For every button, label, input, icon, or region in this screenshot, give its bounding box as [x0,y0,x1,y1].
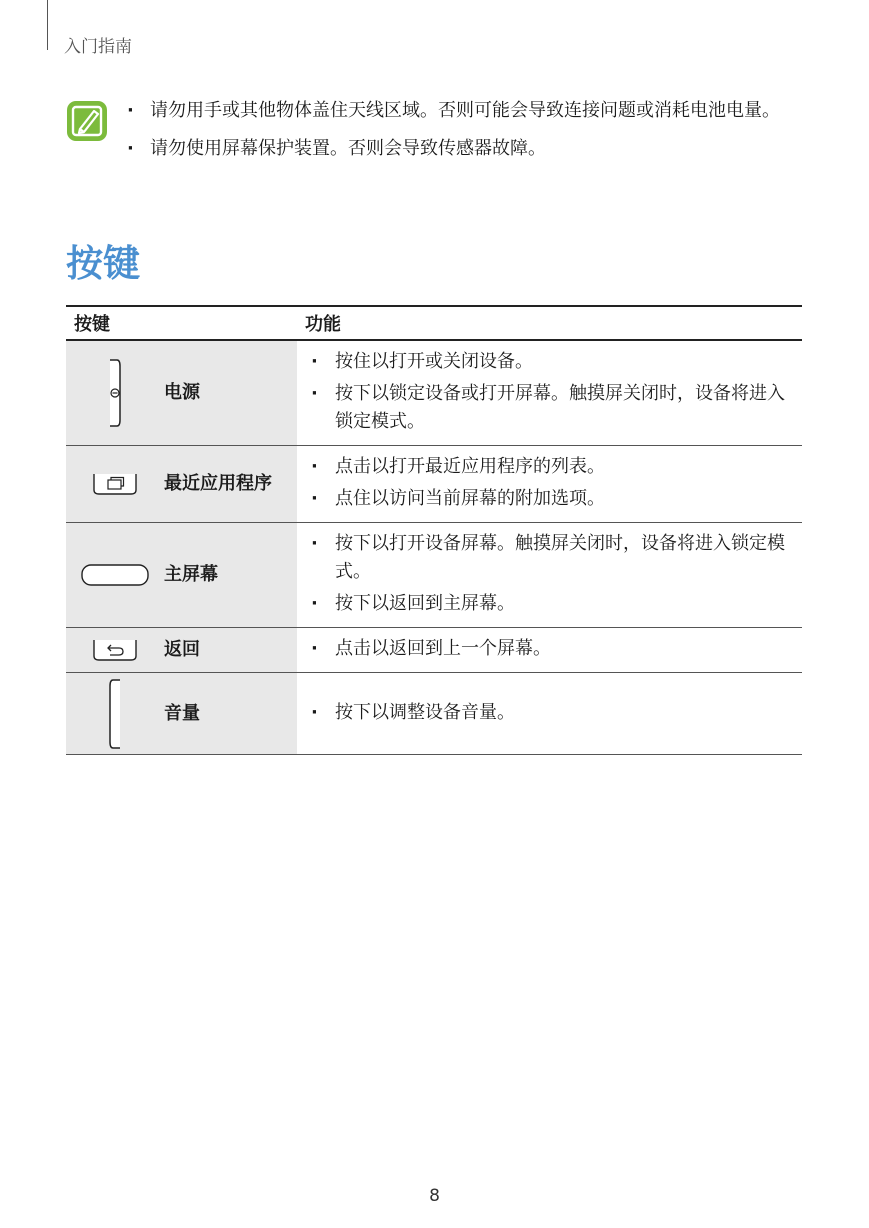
key-label: 最近应用程序 [164,473,272,494]
key-cell [66,340,297,446]
function-cell [297,523,802,628]
key-label: 主屏幕 [164,564,218,585]
power-key-icon [107,358,123,428]
header-rule [47,0,48,50]
function-cell [297,446,802,523]
home-key-icon [80,563,150,587]
table-header-row [66,306,802,340]
key-cell [66,628,297,673]
header-section-title: 入门指南 [64,37,132,57]
function-item: · 按下以调整设备音量。 [311,699,802,727]
keys-table [66,305,802,755]
table-row [66,340,802,446]
table-row [66,446,802,523]
key-cell [66,523,297,628]
key-label: 音量 [164,702,200,724]
function-item: · 按住以打开或关闭设备。 [311,348,802,376]
function-item: · 按下以返回到主屏幕。 [311,590,802,618]
volume-key-icon [107,678,123,750]
note-pencil-icon [66,100,108,142]
function-cell [297,628,802,673]
function-cell [297,340,802,446]
note-list [127,99,787,175]
function-item: · 点击以返回到上一个屏幕。 [311,635,802,663]
key-label: 返回 [164,639,200,660]
table-row [66,523,802,628]
function-item: · 点住以访问当前屏幕的附加选项。 [311,485,802,513]
section-title: 按键 [66,242,140,285]
recent-apps-key-icon [92,472,138,496]
function-item: · 按下以锁定设备或打开屏幕。触摸屏关闭时，设备将进入锁定模式。 [311,380,802,436]
function-cell [297,673,802,755]
key-label: 电源 [164,382,200,403]
column-header-key: 按键 [66,306,297,340]
note-item: · 请勿使用屏幕保护装置。否则会导致传感器故障。 [127,137,787,161]
key-cell [66,673,297,755]
key-cell [66,446,297,523]
function-item: · 按下以打开设备屏幕。触摸屏关闭时，设备将进入锁定模式。 [311,530,802,586]
column-header-function: 功能 [297,306,802,340]
table-row [66,673,802,755]
back-key-icon [92,638,138,662]
note-item: · 请勿用手或其他物体盖住天线区域。否则可能会导致连接问题或消耗电池电量。 [127,99,787,123]
function-item: · 点击以打开最近应用程序的列表。 [311,453,802,481]
page-number: 8 [429,1186,440,1206]
table-row [66,628,802,673]
